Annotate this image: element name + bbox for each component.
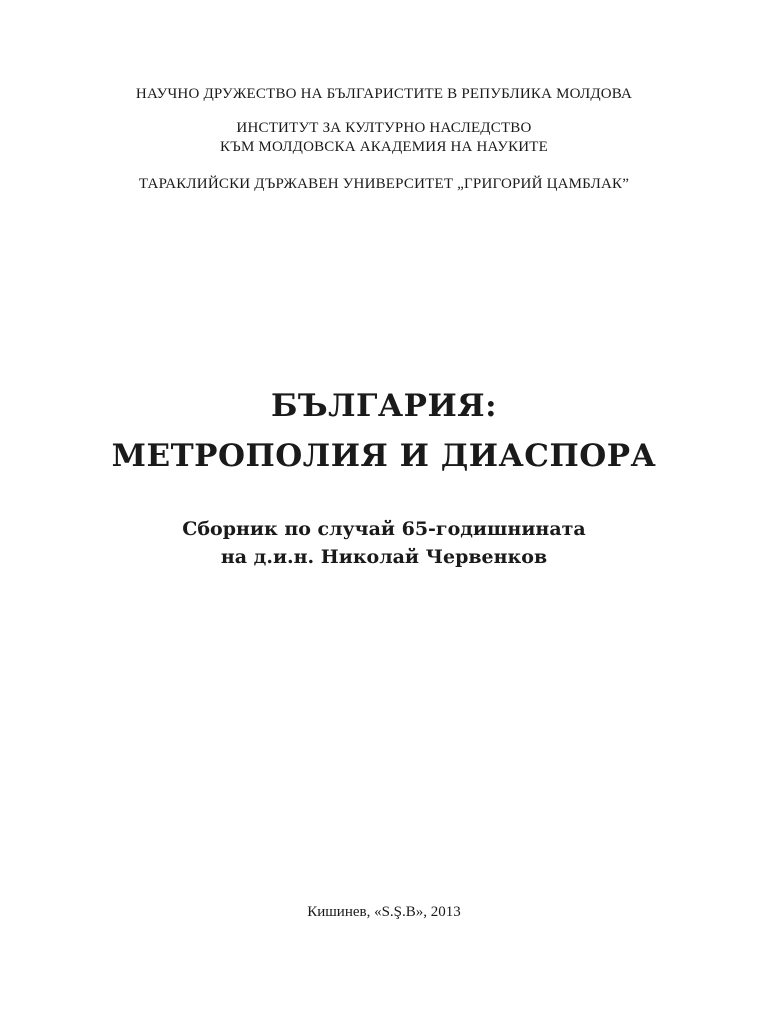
institution-line-2: ИНСТИТУТ ЗА КУЛТУРНО НАСЛЕДСТВО (236, 120, 532, 136)
book-title-line-2: МЕТРОПОЛИЯ И ДИАСПОРА (111, 438, 657, 474)
book-title-line-1: БЪЛГАРИЯ: (270, 388, 498, 424)
institution-line-4: ТАРАКЛИЙСКИ ДЪРЖАВЕН УНИВЕРСИТЕТ „ГРИГОРИЙ ЦАМБЛАК” (138, 176, 630, 192)
publisher-imprint: Кишинев, «S.Ş.B», 2013 (307, 904, 461, 920)
institution-line-3: КЪМ МОЛДОВСКА АКАДЕМИЯ НА НАУКИТЕ (219, 139, 549, 155)
subtitle-line-2: на д.и.н. Николай Червенков (220, 546, 548, 568)
institution-line-1: НАУЧНО ДРУЖЕСТВО НА БЪЛГАРИСТИТЕ В РЕПУБЛИКА МОЛДОВА (135, 86, 633, 102)
subtitle-line-1: Сборник по случай 65-годишнината (182, 518, 586, 540)
